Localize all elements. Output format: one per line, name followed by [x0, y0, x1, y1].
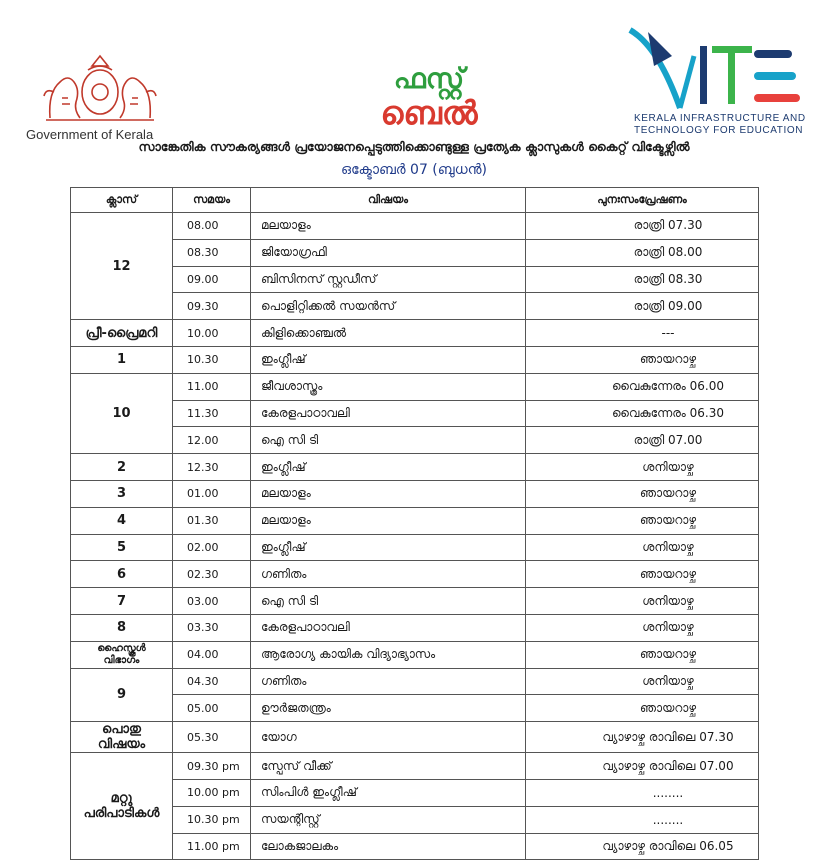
subject-cell: യോഗ — [251, 722, 526, 753]
class-cell: 3 — [71, 480, 173, 507]
time-cell: 08.00 — [173, 213, 251, 240]
page-header — [0, 0, 828, 185]
table-row — [71, 507, 759, 534]
table-row — [71, 561, 759, 588]
kite-name-line2: TECHNOLOGY FOR EDUCATION — [634, 125, 804, 136]
subject-cell: ജീവശാസ്ത്രം — [251, 373, 526, 400]
table-row — [71, 213, 759, 240]
subject-cell: ഗണിതം — [251, 668, 526, 695]
table-row — [71, 753, 759, 780]
rebroadcast-cell: രാത്രി 09.00 — [526, 293, 759, 320]
subject-cell: സയന്റിസ്റ്റ് — [251, 806, 526, 833]
class-cell: മറ്റു പരിപാടികൾ — [71, 753, 173, 860]
header-class: ക്ലാസ് — [71, 188, 173, 213]
subject-cell: ഇംഗ്ലീഷ് — [251, 454, 526, 481]
rebroadcast-cell: രാത്രി 07.00 — [526, 427, 759, 454]
subject-cell: ലോകജാലകം — [251, 833, 526, 860]
class-cell: 6 — [71, 561, 173, 588]
time-cell: 12.30 — [173, 454, 251, 481]
table-row — [71, 833, 759, 860]
subject-cell: ഇംഗ്ലീഷ് — [251, 534, 526, 561]
rebroadcast-cell: ........ — [526, 779, 759, 806]
subject-cell: സിംപിൾ ഇംഗ്ലീഷ് — [251, 779, 526, 806]
rebroadcast-cell: ശനിയാഴ്ച — [526, 668, 759, 695]
first-bell-logo-text-bottom: ബെൽ — [380, 94, 478, 132]
rebroadcast-cell: ഞായറാഴ്ച — [526, 507, 759, 534]
time-cell: 10.30 — [173, 346, 251, 373]
time-cell: 04.00 — [173, 641, 251, 668]
class-cell: 12 — [71, 213, 173, 320]
time-cell: 09.30 pm — [173, 753, 251, 780]
time-cell: 02.30 — [173, 561, 251, 588]
table-row — [71, 346, 759, 373]
rebroadcast-cell: ശനിയാഴ്ച — [526, 454, 759, 481]
table-row — [71, 614, 759, 641]
header-subject: വിഷയം — [251, 188, 526, 213]
subject-cell: മലയാളം — [251, 213, 526, 240]
subject-cell: ഊർജതന്ത്രം — [251, 695, 526, 722]
government-label: Government of Kerala — [26, 127, 154, 142]
class-cell: ഹൈസ്കൂൾ വിഭാഗം — [71, 641, 173, 668]
subject-cell: ബിസിനസ് സ്റ്റഡീസ് — [251, 266, 526, 293]
first-bell-logo — [370, 54, 488, 132]
rebroadcast-cell: ശനിയാഴ്ച — [526, 588, 759, 615]
table-row — [71, 266, 759, 293]
rebroadcast-cell: ഞായറാഴ്ച — [526, 480, 759, 507]
table-row — [71, 400, 759, 427]
rebroadcast-cell: ഞായറാഴ്ച — [526, 561, 759, 588]
class-cell: 7 — [71, 588, 173, 615]
table-row — [71, 668, 759, 695]
header-time: സമയം — [173, 188, 251, 213]
rebroadcast-cell: രാത്രി 08.30 — [526, 266, 759, 293]
rebroadcast-cell: ഞായറാഴ്ച — [526, 695, 759, 722]
table-row — [71, 454, 759, 481]
class-cell: 4 — [71, 507, 173, 534]
class-cell: 10 — [71, 373, 173, 453]
time-cell: 08.30 — [173, 239, 251, 266]
class-cell: 8 — [71, 614, 173, 641]
subject-cell: പൊളിറ്റിക്കൽ സയൻസ് — [251, 293, 526, 320]
subject-cell: ജിയോഗ്രഫി — [251, 239, 526, 266]
subject-cell: കിളിക്കൊഞ്ചൽ — [251, 320, 526, 347]
time-cell: 11.00 — [173, 373, 251, 400]
class-cell: 2 — [71, 454, 173, 481]
table-row — [71, 695, 759, 722]
time-cell: 09.00 — [173, 266, 251, 293]
rebroadcast-cell: വ്യാഴാഴ്ച രാവിലെ 06.05 — [526, 833, 759, 860]
subject-cell: ഐ സി ടി — [251, 588, 526, 615]
time-cell: 11.00 pm — [173, 833, 251, 860]
table-row — [71, 293, 759, 320]
table-row — [71, 722, 759, 753]
header-rebroadcast: പുനഃസംപ്രേഷണം — [526, 188, 759, 213]
page-subtitle: സാങ്കേതിക സൗകര്യങ്ങൾ പ്രയോജനപ്പെടുത്തിക്കൊണ്ടുള്ള പ്രത്യേക ക്ലാസുകൾ കൈറ്റ് വിക്ടേഴ്സിൽ — [138, 139, 690, 154]
subject-cell: മലയാളം — [251, 507, 526, 534]
rebroadcast-cell: വൈകുന്നേരം 06.30 — [526, 400, 759, 427]
table-row — [71, 641, 759, 668]
subject-cell: ആരോഗ്യ കായിക വിദ്യാഭ്യാസം — [251, 641, 526, 668]
table-header-row — [71, 188, 759, 213]
time-cell: 02.00 — [173, 534, 251, 561]
kite-logo — [628, 26, 803, 116]
rebroadcast-cell: ശനിയാഴ്ച — [526, 534, 759, 561]
time-cell: 09.30 — [173, 293, 251, 320]
table-row — [71, 806, 759, 833]
kite-name-line1: KERALA INFRASTRUCTURE AND — [634, 113, 806, 124]
class-cell: പ്രീ-പ്രൈമറി — [71, 320, 173, 347]
rebroadcast-cell: ഞായറാഴ്ച — [526, 641, 759, 668]
time-cell: 03.30 — [173, 614, 251, 641]
rebroadcast-cell: വൈകുന്നേരം 06.00 — [526, 373, 759, 400]
time-cell: 05.00 — [173, 695, 251, 722]
rebroadcast-cell: ഞായറാഴ്ച — [526, 346, 759, 373]
table-row — [71, 320, 759, 347]
rebroadcast-cell: ശനിയാഴ്ച — [526, 614, 759, 641]
class-cell: പൊതു വിഷയം — [71, 722, 173, 753]
time-cell: 10.00 pm — [173, 779, 251, 806]
schedule-date: ഒക്ടോബർ 07 (ബുധൻ) — [341, 162, 487, 178]
rebroadcast-cell: രാത്രി 08.00 — [526, 239, 759, 266]
rebroadcast-cell: ........ — [526, 806, 759, 833]
time-cell: 12.00 — [173, 427, 251, 454]
table-row — [71, 480, 759, 507]
subject-cell: ഐ സി ടി — [251, 427, 526, 454]
time-cell: 10.00 — [173, 320, 251, 347]
rebroadcast-cell: --- — [526, 320, 759, 347]
table-row — [71, 534, 759, 561]
subject-cell: സ്പേസ് വീക്ക് — [251, 753, 526, 780]
time-cell: 10.30 pm — [173, 806, 251, 833]
time-cell: 03.00 — [173, 588, 251, 615]
rebroadcast-cell: വ്യാഴാഴ്ച രാവിലെ 07.00 — [526, 753, 759, 780]
schedule-body — [71, 213, 759, 860]
first-bell-logo-text-top: ഫസ്റ്റ് — [393, 62, 465, 95]
subject-cell: കേരളപാഠാവലി — [251, 400, 526, 427]
time-cell: 11.30 — [173, 400, 251, 427]
subject-cell: ഇംഗ്ലീഷ് — [251, 346, 526, 373]
time-cell: 05.30 — [173, 722, 251, 753]
table-row — [71, 427, 759, 454]
time-cell: 01.30 — [173, 507, 251, 534]
class-cell: 5 — [71, 534, 173, 561]
table-row — [71, 588, 759, 615]
table-row — [71, 373, 759, 400]
subject-cell: ഗണിതം — [251, 561, 526, 588]
class-cell: 1 — [71, 346, 173, 373]
kerala-emblem-icon — [40, 52, 160, 124]
subject-cell: മലയാളം — [251, 480, 526, 507]
time-cell: 01.00 — [173, 480, 251, 507]
class-cell: 9 — [71, 668, 173, 722]
rebroadcast-cell: വ്യാഴാഴ്ച രാവിലെ 07.30 — [526, 722, 759, 753]
table-row — [71, 239, 759, 266]
time-cell: 04.30 — [173, 668, 251, 695]
schedule-table — [70, 187, 759, 860]
rebroadcast-cell: രാത്രി 07.30 — [526, 213, 759, 240]
subject-cell: കേരളപാഠാവലി — [251, 614, 526, 641]
kite-full-name — [634, 113, 806, 137]
table-row — [71, 779, 759, 806]
